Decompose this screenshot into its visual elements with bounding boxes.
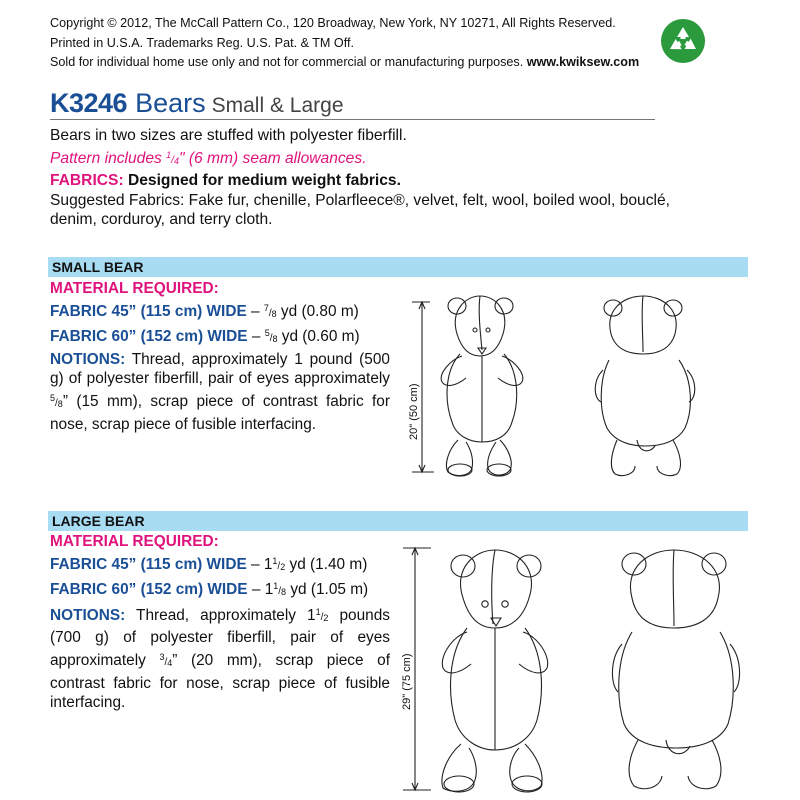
notions-body: Thread, approximately 1 pound (500 g) of polyester fiberfill, pair of eyes approximately bbox=[50, 350, 390, 388]
description: Bears in two sizes are stuffed with polyester fiberfill. bbox=[50, 127, 407, 144]
fabric-45-line: FABRIC 45” (115 cm) WIDE – $1^1/_2$ yd (1.40 m) bbox=[50, 555, 368, 573]
fraction-numerator: 3 bbox=[159, 652, 165, 662]
fraction-numerator: 1 bbox=[315, 606, 321, 617]
fabric-45-line: FABRIC 45” (115 cm) WIDE – $^7/_8$ yd (0.80 m) bbox=[50, 302, 359, 320]
fraction: $^1/_4$ bbox=[166, 149, 179, 166]
fabric-45-label: FABRIC 45” (115 cm) WIDE bbox=[50, 302, 247, 320]
seam-allowance-note bbox=[50, 146, 690, 171]
fraction: $^1/_2$ bbox=[272, 555, 286, 572]
large-bear-band: LARGE BEAR bbox=[48, 511, 748, 531]
fraction-denominator: 8 bbox=[271, 308, 277, 319]
fabric-60-amount: yd (1.05 m) bbox=[286, 581, 369, 599]
fraction: $^5/_8$ bbox=[264, 328, 278, 345]
fraction-denominator: 8 bbox=[57, 399, 63, 409]
recycle-icon bbox=[660, 18, 706, 64]
notions-body: Thread, approximately 1 bbox=[125, 606, 316, 624]
fraction-denominator: 2 bbox=[323, 612, 329, 623]
notions-label: NOTIONS: bbox=[50, 350, 126, 368]
fabric-60-line: FABRIC 60” (152 cm) WIDE – $1^1/_8$ yd (1.05 m) bbox=[50, 581, 369, 599]
copyright-line-3 bbox=[50, 53, 660, 73]
whole-number: 1 bbox=[263, 555, 273, 573]
small-bear-height-label: 20" (50 cm) bbox=[408, 383, 420, 440]
large-bear-requirements bbox=[50, 532, 390, 713]
fraction-numerator: 1 bbox=[272, 555, 278, 566]
whole-number: 1 bbox=[264, 581, 274, 599]
large-bear-back-illustration bbox=[610, 540, 760, 795]
small-bear-back-illustration bbox=[595, 290, 715, 480]
fraction-numerator: 7 bbox=[263, 302, 269, 313]
notions-text bbox=[50, 350, 390, 435]
fraction: $^3/_4$ bbox=[159, 652, 173, 668]
pattern-subtitle: Small & Large bbox=[211, 94, 344, 117]
fraction: $^5/_8$ bbox=[50, 393, 63, 410]
fabric-45-label: FABRIC 45” (115 cm) WIDE bbox=[50, 555, 247, 573]
fabrics-line bbox=[50, 171, 690, 191]
pattern-code: K3246 bbox=[50, 88, 128, 118]
small-bear-band: SMALL BEAR bbox=[48, 257, 748, 277]
usage-restriction: Sold for individual home use only and not for commercial or manufacturing purposes. bbox=[50, 55, 524, 69]
small-bear-front-illustration bbox=[400, 290, 550, 480]
seam-note-tail: " (6 mm) seam allowances. bbox=[178, 149, 367, 167]
fabric-60-label: FABRIC 60” (152 cm) WIDE bbox=[50, 328, 248, 346]
fabric-45-amount: yd (1.40 m) bbox=[285, 555, 368, 573]
large-bear-front-illustration bbox=[395, 540, 570, 795]
website-link[interactable]: www.kwiksew.com bbox=[526, 55, 640, 69]
fabric-60-line: FABRIC 60” (152 cm) WIDE – $^5/_8$ yd (0.60 m) bbox=[50, 328, 360, 346]
notions-body-tail: ” (15 mm), scrap piece of contrast fabric for nose, scrap piece of fusible interfacing. bbox=[50, 393, 390, 433]
fraction: $^1/_2$ bbox=[315, 606, 329, 623]
fraction-numerator: 5 bbox=[264, 328, 270, 339]
fabric-60-amount: yd (0.60 m) bbox=[277, 328, 360, 346]
notions-label: NOTIONS: bbox=[50, 606, 126, 624]
fabrics-text: Designed for medium weight fabrics. bbox=[127, 172, 401, 190]
material-required-heading: MATERIAL REQUIRED: bbox=[50, 280, 219, 297]
fraction-denominator: 4 bbox=[167, 657, 173, 668]
fraction: $^1/_8$ bbox=[273, 581, 287, 598]
small-bear-requirements bbox=[50, 279, 390, 434]
fabrics-label: FABRICS: bbox=[50, 172, 124, 190]
notions-body-tail: ” (20 mm), scrap piece of contrast fabric for nose, scrap piece of fusible interfacing. bbox=[50, 651, 390, 712]
notions-text bbox=[50, 603, 390, 713]
suggested-fabrics: Suggested Fabrics: Fake fur, chenille, Polarfleece®, velvet, felt, wool, boiled wool, bouclé, denim, corduroy, and terry cloth. bbox=[50, 191, 670, 229]
fraction: $^7/_8$ bbox=[263, 302, 277, 319]
pattern-name: Bears bbox=[135, 88, 206, 118]
fraction-numerator: 1 bbox=[273, 581, 279, 592]
material-required-heading: MATERIAL REQUIRED: bbox=[50, 533, 219, 550]
fabric-60-label: FABRIC 60” (152 cm) WIDE bbox=[50, 581, 248, 599]
large-bear-height-label: 29" (75 cm) bbox=[401, 653, 413, 710]
fraction-denominator: 8 bbox=[272, 334, 278, 345]
fraction-denominator: 2 bbox=[280, 561, 286, 572]
copyright-line-1: Copyright © 2012, The McCall Pattern Co., 120 Broadway, New York, NY 10271, All Rights Reserved. bbox=[50, 16, 616, 30]
fraction-numerator: 5 bbox=[50, 393, 56, 404]
intro-text bbox=[50, 126, 690, 230]
pattern-title bbox=[50, 88, 655, 120]
fabric-45-amount: yd (0.80 m) bbox=[276, 302, 359, 320]
copyright-block bbox=[50, 14, 660, 73]
fraction-denominator: 4 bbox=[173, 155, 179, 166]
seam-note-text: Pattern includes bbox=[50, 149, 167, 167]
fraction-denominator: 8 bbox=[281, 587, 287, 598]
fraction-numerator: 1 bbox=[166, 149, 172, 160]
notions-body-middle: pounds (700 g) of polyester fiberfill, pair of eyes approximately bbox=[50, 606, 390, 669]
copyright-line-2: Printed in U.S.A. Trademarks Reg. U.S. Pat. & TM Off. bbox=[50, 35, 354, 50]
